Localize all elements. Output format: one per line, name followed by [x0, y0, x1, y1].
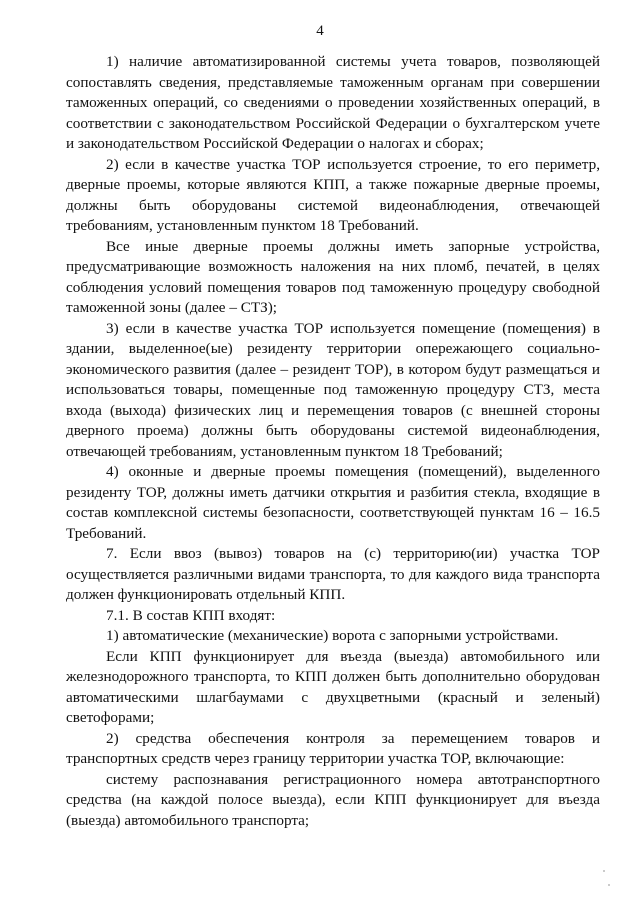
paragraph-barriers: Если КПП функционирует для въезда (выезда) автомобильного или железнодорожного транспорта, то КПП должен быть дополнительно оборудован автоматическими шлагбаумами с двухцветными (красный и зеленый) светофорами; — [66, 647, 600, 726]
paragraph-clause-7: 7. Если ввоз (вывоз) товаров на (с) территорию(ии) участка ТОР осуществляется различными видами транспорта, то для каждого вида транспорта должен функционировать отдельный КПП. — [66, 545, 600, 603]
paragraph-item-4: 4) оконные и дверные проемы помещения (помещений), выделенного резиденту ТОР, должны иметь датчики открытия и разбития стекла, входящие в состав комплексной системы безопасности, соответствующей пунктам 16 – 16.5 Требований. — [66, 463, 600, 542]
paragraph-control-means: 2) средства обеспечения контроля за перемещением товаров и транспортных средств через границу территории участка ТОР, включающие: — [66, 729, 600, 767]
paragraph-item-1: 1) наличие автоматизированной системы учета товаров, позволяющей сопоставлять сведения, представляемые таможенным органам при совершении таможенных операций, со сведениями о проведении хозяйственных операций, в соответствии с законодательством Российской Федерации о бухгалтерском учете и законодательством Российской Федерации о налогах и сборах; — [66, 53, 600, 152]
page-number: 4 — [316, 23, 324, 39]
paragraph-item-2: 2) если в качестве участка ТОР используется строение, то его периметр, дверные проемы, которые являются КПП, а также пожарные дверные проемы, должны быть оборудованы системой видеонаблюдения, отвечающей требованиям, установленным пунктом 18 Требований. — [66, 155, 600, 234]
document-body — [66, 52, 600, 831]
scan-artifact — [608, 884, 610, 886]
paragraph-clause-7-1: 7.1. В состав КПП входят: — [106, 606, 276, 624]
paragraph-item-3: 3) если в качестве участка ТОР используется помещение (помещения) в здании, выделенное(ые) резиденту территории опережающего социально-экономического развития (далее – резидент ТОР), в котором будут размещаться и использоваться товары, помещенные под таможенную процедуру СТЗ, места входа (выхода) физических лиц и перемещения товаров (с внешней стороны дверного проема) должны быть оборудованы системой видеонаблюдения, отвечающей требованиям, установленным пунктом 18 Требований; — [66, 319, 600, 460]
paragraph-gates: 1) автоматические (механические) ворота с запорными устройствами. — [106, 627, 559, 644]
paragraph-other-doors: Все иные дверные проемы должны иметь запорные устройства, предусматривающие возможность наложения на них пломб, печатей, в целях соблюдения условий помещения товаров под таможенную процедуру свободной таможенной зоны (далее – СТЗ); — [66, 237, 600, 316]
paragraph-plate-recognition: систему распознавания регистрационного номера автотранспортного средства (на каждой полосе выезда), если КПП функционирует для въезда (выезда) автомобильного транспорта; — [66, 770, 600, 829]
scan-artifact — [603, 870, 605, 872]
